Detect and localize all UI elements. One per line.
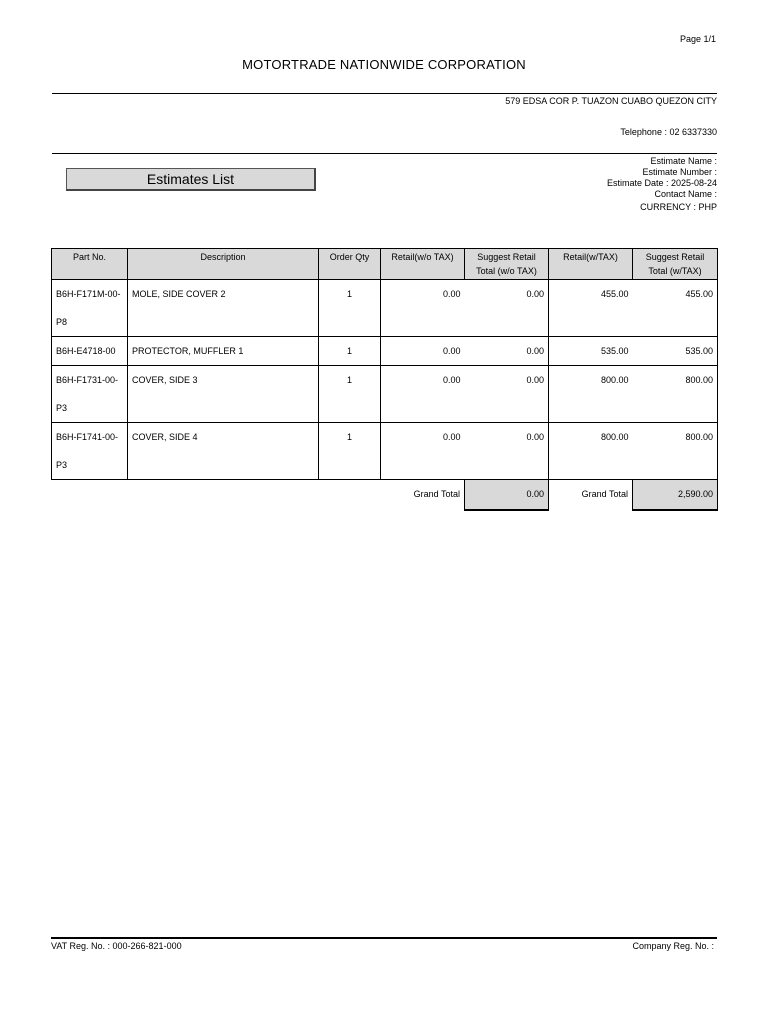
cell-retail-wo-tax: 0.00	[381, 280, 465, 337]
cell-qty: 1	[319, 280, 381, 337]
cell-description: MOLE, SIDE COVER 2	[128, 280, 319, 337]
cell-description: PROTECTOR, MUFFLER 1	[128, 337, 319, 366]
table-row	[52, 280, 718, 337]
grand-total-w-tax: 2,590.00	[633, 480, 718, 511]
company-address: 579 EDSA COR P. TUAZON CUABO QUEZON CITY	[505, 96, 717, 106]
info-divider	[52, 153, 717, 154]
grand-total-label-w-tax: Grand Total	[581, 489, 628, 499]
col-header-description: Description	[128, 249, 319, 280]
estimate-date: Estimate Date : 2025-08-24	[606, 178, 717, 188]
cell-retail-w-tax: 535.00	[549, 337, 633, 366]
vat-reg-number: VAT Reg. No. : 000-266-821-000	[51, 941, 182, 951]
cell-retail-wo-tax: 0.00	[381, 366, 465, 423]
cell-qty: 1	[319, 423, 381, 480]
header-divider	[52, 93, 717, 94]
company-name: MOTORTRADE NATIONWIDE CORPORATION	[242, 57, 526, 72]
cell-total-wo-tax: 0.00	[465, 337, 549, 366]
cell-retail-w-tax: 800.00	[549, 423, 633, 480]
cell-total-wo-tax: 0.00	[465, 423, 549, 480]
col-header-order-qty: Order Qty	[319, 249, 381, 280]
cell-retail-wo-tax: 0.00	[381, 423, 465, 480]
grand-total-wo-tax: 0.00	[465, 480, 549, 511]
page-number: Page 1/1	[679, 34, 716, 44]
cell-retail-wo-tax: 0.00	[381, 337, 465, 366]
footer-divider	[51, 937, 717, 939]
cell-total-w-tax: 535.00	[633, 337, 718, 366]
table-header-row	[52, 249, 718, 280]
currency: CURRENCY : PHP	[640, 202, 717, 212]
cell-total-wo-tax: 0.00	[465, 280, 549, 337]
table-row	[52, 337, 718, 366]
cell-total-w-tax: 800.00	[633, 366, 718, 423]
estimates-table	[51, 248, 718, 511]
cell-description: COVER, SIDE 3	[128, 366, 319, 423]
grand-total-row	[52, 480, 718, 511]
cell-part-no: B6H-F171M-00- P8	[52, 280, 128, 337]
cell-total-w-tax: 800.00	[633, 423, 718, 480]
grand-total-label-wo-tax: Grand Total	[413, 489, 460, 499]
cell-retail-w-tax: 800.00	[549, 366, 633, 423]
company-reg-number: Company Reg. No. :	[632, 941, 714, 951]
estimate-number: Estimate Number :	[642, 167, 717, 177]
contact-name: Contact Name :	[654, 189, 717, 199]
cell-qty: 1	[319, 337, 381, 366]
col-header-suggest-retail-wo-tax: Suggest Retail Total (w/o TAX)	[465, 249, 549, 280]
col-header-retail-w-tax: Retail(w/TAX)	[549, 249, 633, 280]
col-header-retail-wo-tax: Retail(w/o TAX)	[381, 249, 465, 280]
cell-part-no: B6H-E4718-00	[52, 337, 128, 366]
cell-description: COVER, SIDE 4	[128, 423, 319, 480]
col-header-part-no: Part No.	[52, 249, 128, 280]
table-row	[52, 366, 718, 423]
document-title: Estimates List	[66, 168, 316, 191]
cell-part-no: B6H-F1731-00- P3	[52, 366, 128, 423]
company-telephone: Telephone : 02 6337330	[620, 127, 717, 137]
col-header-suggest-retail-w-tax: Suggest Retail Total (w/TAX)	[633, 249, 718, 280]
table-row	[52, 423, 718, 480]
cell-total-wo-tax: 0.00	[465, 366, 549, 423]
cell-part-no: B6H-F1741-00- P3	[52, 423, 128, 480]
cell-total-w-tax: 455.00	[633, 280, 718, 337]
estimate-name: Estimate Name :	[650, 156, 717, 166]
cell-retail-w-tax: 455.00	[549, 280, 633, 337]
cell-qty: 1	[319, 366, 381, 423]
